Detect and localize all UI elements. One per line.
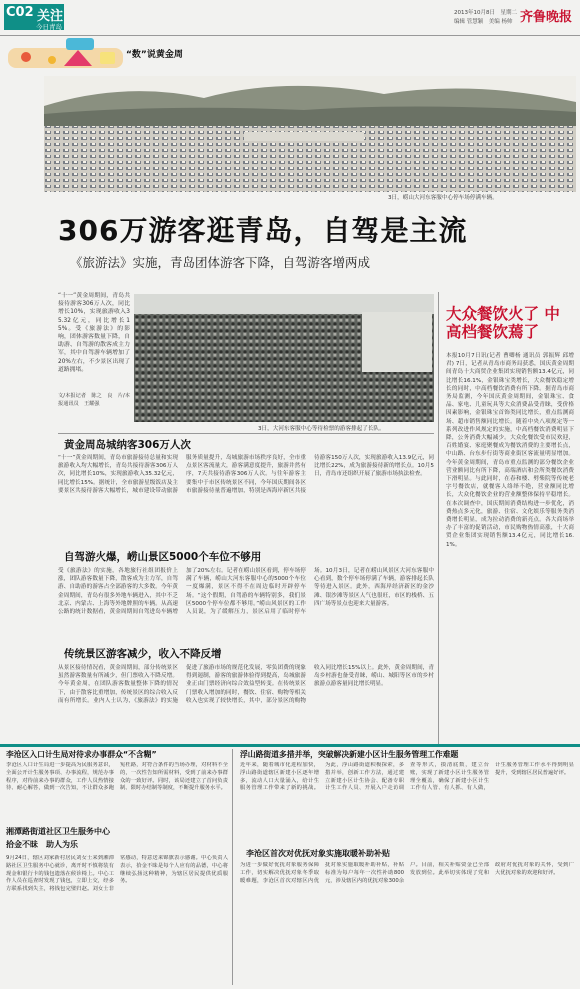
editor-line: 编辑 管慧颖 美编 杨帅 [454,19,513,25]
story3-body: 从景区接待情况看，黄金周期间，部分传统景区虽然游客数量有所减少，但门票收入不降反增。今年黄金周，在团队游客数量整体下降的情况下，由于散客比重增加，传统景区的综合收入反而有所增长。业内人士认为，《旅游法》的实施促进了旅游市场的规范化发展，零负团费的现象得到遏制，游客的旅游体验得到提高，岛城旅游业正由门票经济向综合效益型转变。在传统景区门票收入增加的同时，餐饮、住宿、购物等相关收入也实现了较快增长，其中，部分景区的购物收入同比增长15%以上。此外，黄金周期间，青岛乡村游也备受青睐，崂山、城阳等区市的乡村旅游点游客量同比增长明显。 [58,665,434,704]
side-divider [438,292,439,744]
story1-body: “十一”黄金周期间，青岛市旅游接待总量和实现旅游收入均大幅增长，青岛共接待游客306万人次，同比增长10%，实现旅游收入35.32亿元，同比增长15%。据统计，全市旅游星级饭店及主要景区共接待游客大幅增长，城市建设带动旅游服务质量提升，岛城旅游市场秩序良好，全市重点景区客流量大，游客满意度提升，旅游井然有序，7天共接待游客306万人次。与往年游客主要集中于市区传统景区不同，今年国庆期间各区市旅游接待量普遍增加，特别是西海岸新区共接待游客150万人次，实现旅游收入13.9亿元，同比增长22%，成为旅游接待新的增长点。10月5日，青岛市还组织开展了旅游市场执法检查。 [58,455,434,494]
bottom-story3-title: 浮山路街道多措并举，突破解决新建小区计生服务管理工作难题 [240,750,459,759]
masthead [0,0,580,36]
story1-rule [58,433,434,434]
bottom-story2-subtitle: 拾金不昧 助人为乐 [6,840,78,849]
main-headline: 306万游客逛青岛，自驾是主流 [58,214,468,247]
story2-body: 受《旅游法》的实施，各地旅行社组团报价上涨，团队游客数量下降，散客成为主力军，自驾游、自助游的游客占全部游客的大多数。今年黄金周期间，青岛有很多外地车辆进入，其中不乏北京、内蒙古、上海等外地牌照的车辆。从高速公路的统计数据看，黄金周期间自驾进岛车辆增加了20%左右。记者在崂山景区看到，停车场停满了车辆，崂山大河东客服中心的5000个车位一度爆满，景区不得不在周边临时开辟停车场。“这个假期，自驾游的车辆特别多，我们景区5000个停车位都不够用。”崂山风景区的工作人员说，为了缓解压力，景区启用了临时停车场。10月3日，记者在崂山风景区大河东客服中心看到，数个停车场停满了车辆，游客排起长队等待进入景区。此外，西海岸经济新区的金沙滩、银沙滩等景区人气也很旺，市区的栈桥、五四广场等景点也迎来大量游客。 [58,568,434,616]
date-line: 2013年10月8日 星期二 [454,10,517,16]
bottom-divider [232,749,233,985]
bottom-story2-body: 9月24日，辖区刘家新村居民刘女士来到湘潭路社区卫生服务中心就诊，离开时不慎将装有现金和银行卡的钱包遗落在候诊椅上。中心工作人员在巡查时发现了钱包，立即上交，经多方联系找到失主，将钱包完璧归赵。刘女士非常感动，特意送来锦旗表示感谢。中心负责人表示，拾金不昧是每个人应有的品德，中心将继续弘扬这种精神，为辖区居民提供优质服务。 [6,855,228,893]
story1-title: 黄金周岛城纳客306万人次 [64,439,191,451]
page-number: C02 [6,5,34,20]
photo-top-caption: 3日，崂山大河东客服中心停车场停满车辆。 [388,195,498,201]
bottom-story1-body: 李沧区人口计生局进一步提高为民服务意识，全面公开计生服务事项、办事流程，规范办事程序，对待前来办事的群众，工作人员热情接待、耐心解答，做到一次告知，不让群众多跑冤枉路，对符合条件的当场办理，对材料不全的，一次性告知所需材料，受到了前来办事群众的一致好评。同时，该局还建立了首问负责制、限时办结制等制度，不断提升服务水平。 [6,762,228,792]
bottom-story3-body: 近年来，随着城市化进程加快，浮山路街道辖区新建小区逐年增多，流动人口大量涌入，给计生服务管理工作带来了新的挑战。为此，浮山路街道积极探索，多措并举，创新工作方法，通过建立新建小区计生协会、配备专职计生工作人员、开展入户走访调查等形式，摸清底数，建立台账，实现了新建小区计生服务管理全覆盖，确保了新建小区计生工作有人管、有人抓、有人做，计生服务管理工作水平得到明显提升，受到辖区居民普遍好评。 [240,762,574,792]
beach-illustration [8,38,123,72]
bottom-story4-title: 李沧区首次对优抚对象实施取暖补助补贴 [246,849,390,858]
bottom-story4-body: 为进一步做好优抚对象服务保障工作，切实解决优抚对象冬季取暖难题，李沧区首次对辖区内优抚对象实施取暖补助补贴，补贴标准为每户每年一次性补助800元，涉及辖区内的优抚对象300余户。目前，相关补贴资金已全部发放到位。此举切实体现了党和政府对优抚对象的关怀，受到广大优抚对象的欢迎和好评。 [240,862,574,884]
section-title: 关注 [37,9,64,24]
story3-title: 传统景区游客减少，收入不降反增 [64,648,222,660]
story2-title: 自驾游火爆，崂山景区5000个车位不够用 [64,551,262,563]
side-story-body: 本报10月7日讯(记者 曹卿杨 通讯员 郭振辉 邱增君) 7日，记者从青岛市商务局获悉，国庆黄金周期间青岛十大商贸企业集团实现销售额13.4亿元，同比增长16.1%，金银珠宝类增长，大众餐饮稳定增长的同时，中高档餐饮消费有所下降。据青岛市商务局监测，今年国庆黄金周期间，金银珠宝、食品、家电、儿童玩具等大众消费品受青睐，受价格因素影响，金银珠宝首饰类同比增长，重点监测商场、超市销售额同比增长。随着中央八项规定等一系列改进作风规定的实施，中高档餐饮消费明显下降，公务消费大幅减少。大众化餐饮受市民欢迎，百姓婚宴、家庭聚餐成为餐饮消费的主要增长点，中山路、台东步行街等商业街区客流量明显增加。今年黄金周期间，青岛市重点监测的部分餐饮企业营业额同比有所下降，高端酒店和会所类餐饮消费下滑明显。与此同时，在春和楼、劈柴院等传统老字号餐饮店，就餐客人络绎不绝，营业额同比增长，大众化餐饮企业的营业额整体保持平稳增长。在本次调查中，国庆期间消费结构进一步优化，消费热点多元化，旅游、住宿、文化娱乐等服务类消费增长明显，成为拉动消费的新亮点。各大商场举办了丰富的促销活动，市民购物热情高涨，十大商贸企业集团实现销售额13.4亿元，同比增长16.1%。 [446,353,574,548]
section-subtitle: 今日青岛 [36,23,62,31]
banner-tagline: “数”说黄金周 [126,50,183,60]
bottom-story2-title: 湘潭路街道社区卫生服务中心 [6,827,110,836]
photo-crowd [134,294,434,422]
photo-parking-lot [44,76,576,192]
lead-byline: 文/本报记者 陈之 良 片/本报通讯员 王耀强 [58,393,130,408]
bottom-story1-title: 李沧区入口计生局对待求办事群众“不含糊” [6,750,157,759]
main-subtitle: 《旅游法》实施，青岛团体游客下降，自驾游客增两成 [70,255,371,270]
bottom-border [0,744,580,747]
lead-paragraph: “十一”黄金周期间，青岛共接待游客306万人次，同比增长10%，实现旅游收入35.32亿元，同比增长15%。受《旅游法》的影响，团体游客数量下降，自助游、自驾游的散客成主力军，其中自驾游车辆增加了20%左右，不少景区出现了道路拥堵。 [58,293,130,373]
paper-logo: 齐鲁晚报 [520,10,573,25]
banner [0,36,580,76]
side-story-title: 大众餐饮火了 中高档餐饮蔫了 [446,305,560,341]
photo-mid-caption: 3日，大河东客服中心等待检票的游客排起了长队。 [258,426,385,432]
